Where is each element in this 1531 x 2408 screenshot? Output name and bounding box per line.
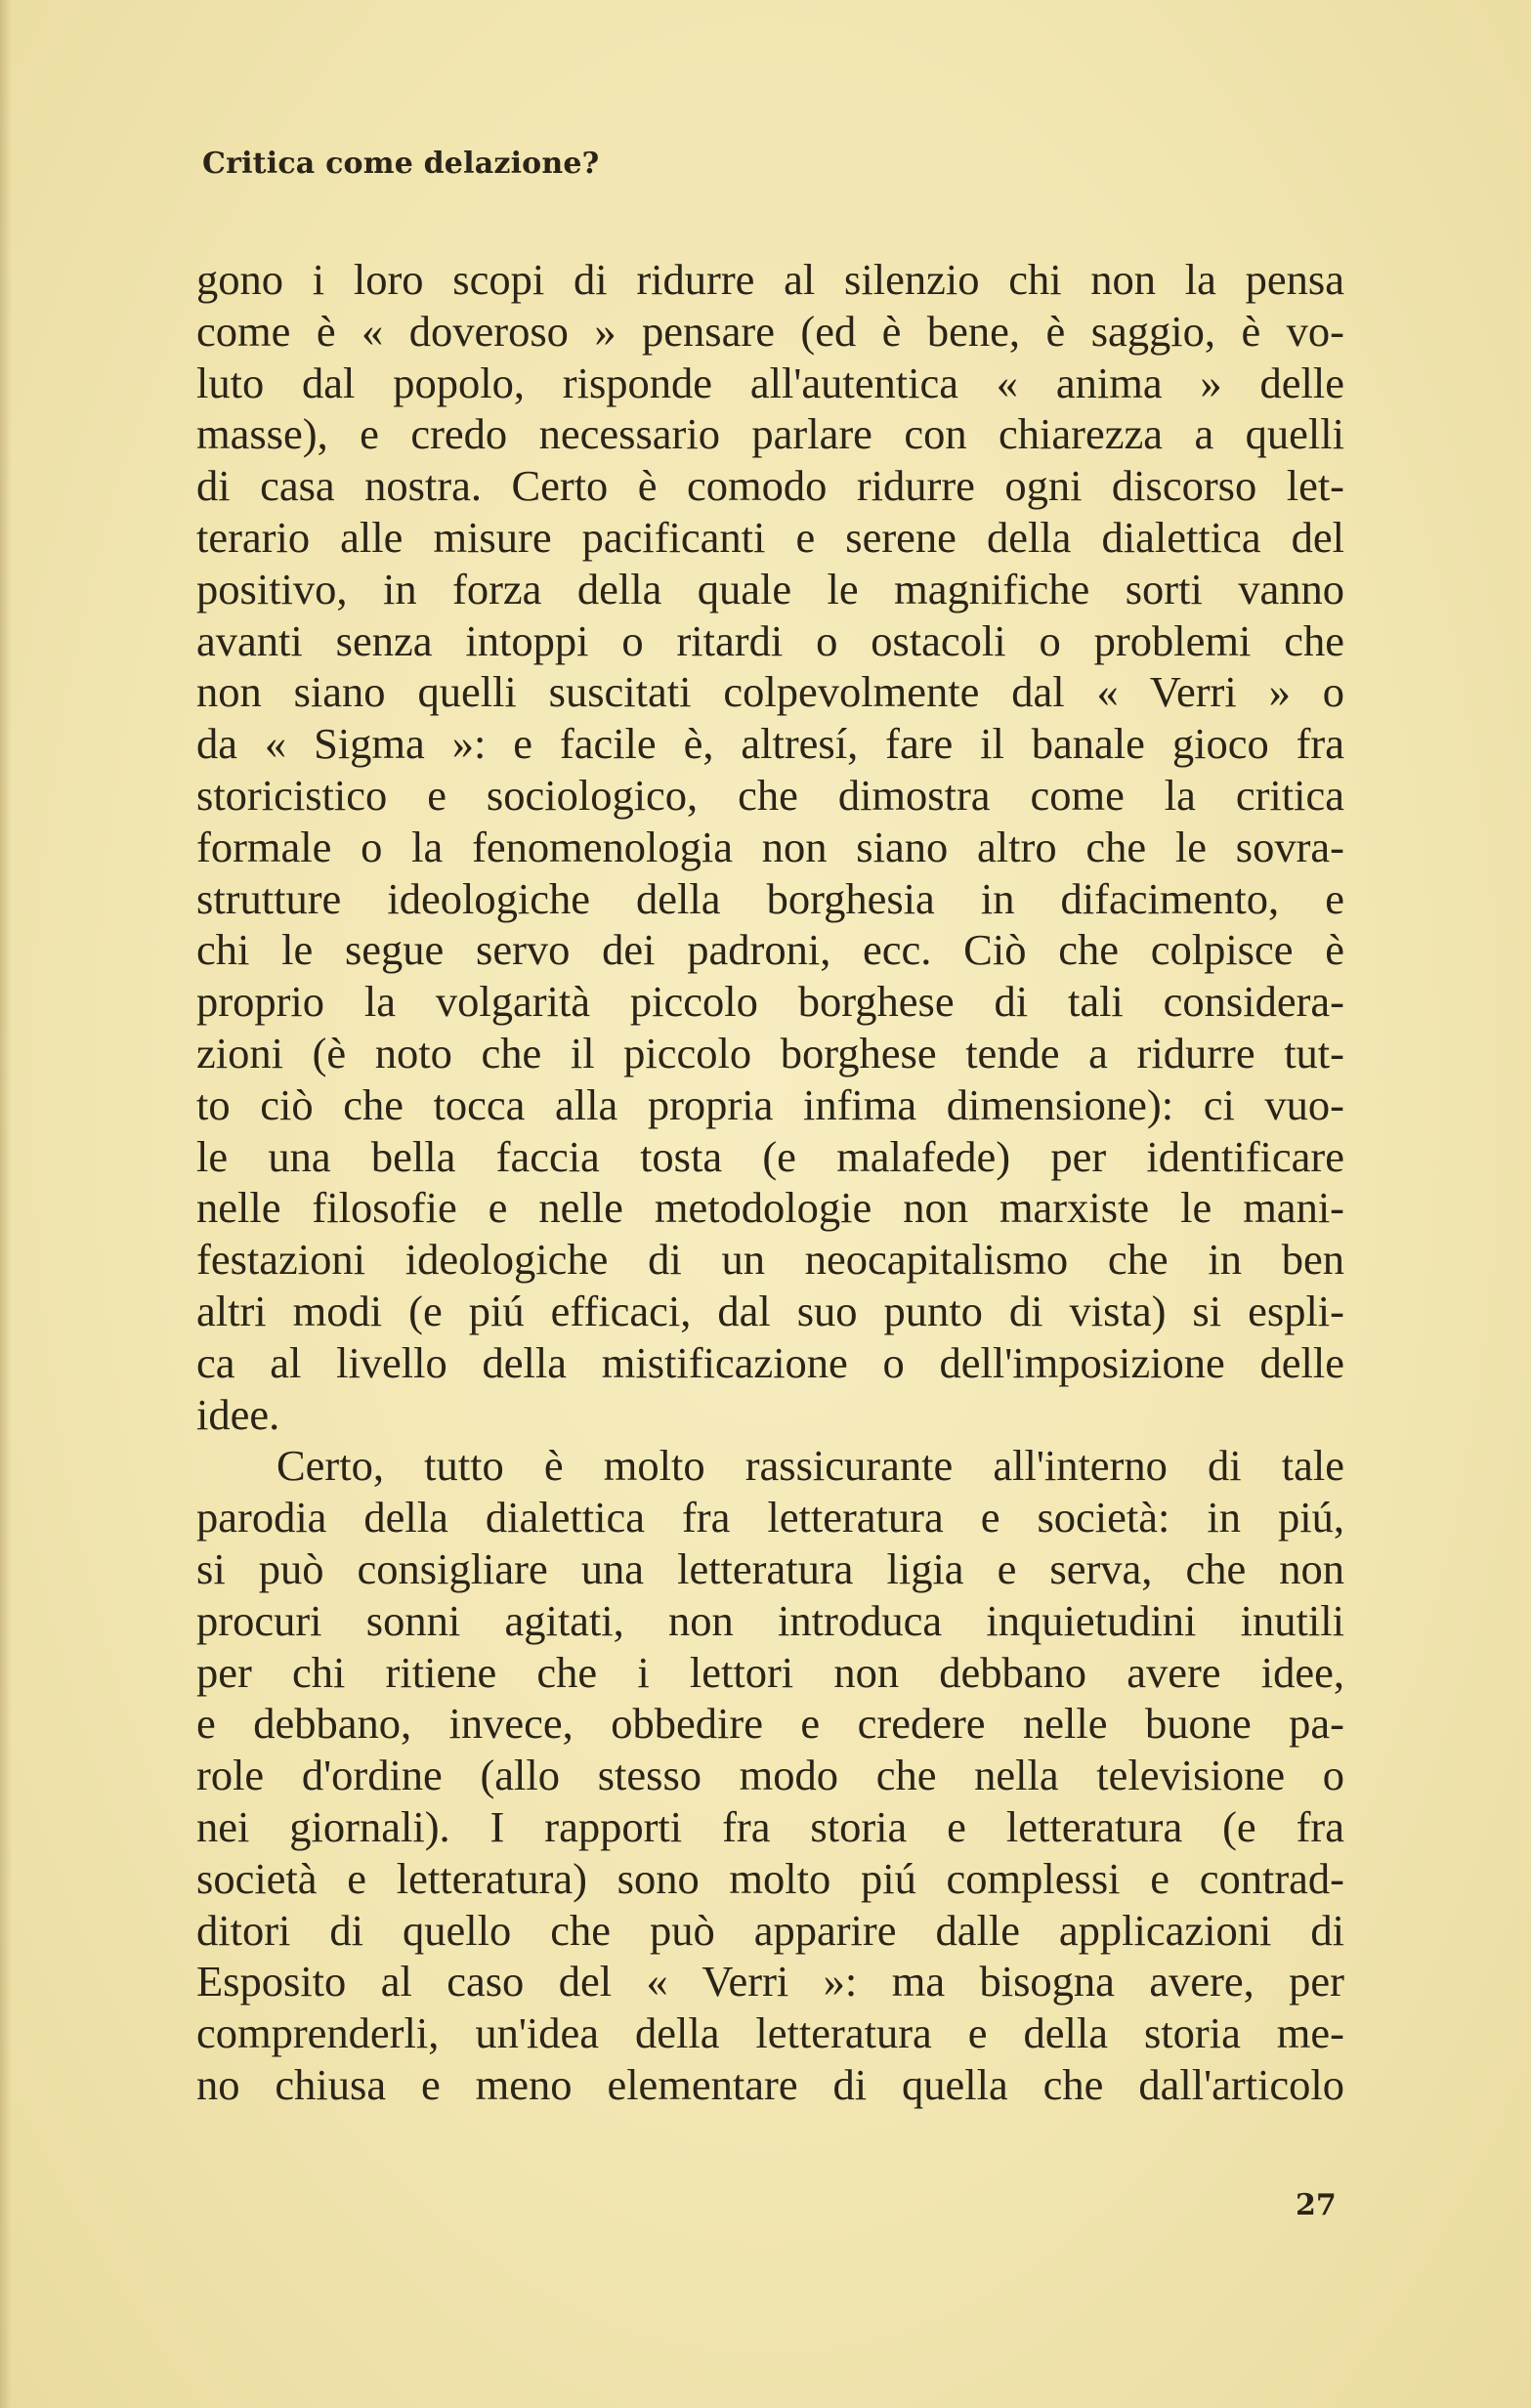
text-line: idee.	[196, 1389, 280, 1439]
text-line: le una bella faccia tosta (e malafede) per identificare	[196, 1131, 1344, 1181]
text-line: no chiusa e meno elementare di quella che dall'articolo	[196, 2059, 1344, 2109]
text-line: formale o la fenomenologia non siano altro che le sovra-	[196, 822, 1344, 871]
text-line: positivo, in forza della quale le magnifiche sorti vanno	[196, 564, 1344, 613]
text-line: zioni (è noto che il piccolo borghese tende a ridurre tut-	[196, 1028, 1344, 1077]
text-line: masse), e credo necessario parlare con chiarezza a quelli	[196, 409, 1344, 459]
text-line: Esposito al caso del « Verri »: ma bisogna avere, per	[196, 1957, 1344, 2007]
text-line: altri modi (e piú efficaci, dal suo punto di vista) si espli-	[196, 1286, 1344, 1335]
text-line: non siano quelli suscitati colpevolmente dal « Verri » o	[196, 667, 1344, 717]
text-line: chi le segue servo dei padroni, ecc. Ciò che colpisce è	[196, 925, 1344, 975]
text-line: ca al livello della mistificazione o dell'imposizione delle	[196, 1337, 1344, 1387]
page-number: 27	[1296, 2188, 1337, 2222]
text-line: nelle filosofie e nelle metodologie non marxiste le mani-	[196, 1183, 1344, 1233]
text-line: ditori di quello che può apparire dalle applicazioni di	[196, 1905, 1344, 1955]
text-line: nei giornali). I rapporti fra storia e letteratura (e fra	[196, 1801, 1344, 1851]
text-line: proprio la volgarità piccolo borghese di tali considera-	[196, 977, 1344, 1027]
text-line: parodia della dialettica fra letteratura e società: in piú,	[196, 1493, 1344, 1542]
page-edge-shadow	[0, 0, 12, 2408]
running-head: Critica come delazione?	[202, 147, 600, 181]
text-line: role d'ordine (allo stesso modo che nella televisione o	[196, 1751, 1344, 1800]
text-line: to ciò che tocca alla propria infima dimensione): ci vuo-	[196, 1079, 1344, 1129]
text-line: luto dal popolo, risponde all'autentica « anima » delle	[196, 358, 1344, 407]
text-line: procuri sonni agitati, non introduca inquietudini inutili	[196, 1595, 1344, 1645]
text-line: come è « doveroso » pensare (ed è bene, è saggio, è vo-	[196, 306, 1344, 356]
text-line: avanti senza intoppi o ritardi o ostacoli o problemi che	[196, 615, 1344, 665]
text-line: si può consigliare una letteratura ligia e serva, che non	[196, 1543, 1344, 1593]
text-line: gono i loro scopi di ridurre al silenzio chi non la pensa	[196, 255, 1344, 304]
text-line: e debbano, invece, obbedire e credere nelle buone pa-	[196, 1699, 1344, 1749]
text-line: società e letteratura) sono molto piú complessi e contrad-	[196, 1853, 1344, 1903]
text-line: da « Sigma »: e facile è, altresí, fare il banale gioco fra	[196, 719, 1344, 769]
text-line: festazioni ideologiche di un neocapitalismo che in ben	[196, 1235, 1344, 1285]
text-line: comprenderli, un'idea della letteratura e della storia me-	[196, 2008, 1344, 2058]
body-text	[196, 254, 1344, 2111]
text-line: strutture ideologiche della borghesia in difacimento, e	[196, 873, 1344, 923]
text-line: storicistico e sociologico, che dimostra come la critica	[196, 770, 1344, 820]
text-line: Certo, tutto è molto rassicurante all'interno di tale	[276, 1441, 1344, 1491]
text-line: terario alle misure pacificanti e serene della dialettica del	[196, 512, 1344, 562]
text-line: per chi ritiene che i lettori non debbano avere idee,	[196, 1647, 1344, 1697]
text-line: di casa nostra. Certo è comodo ridurre ogni discorso let-	[196, 461, 1344, 511]
